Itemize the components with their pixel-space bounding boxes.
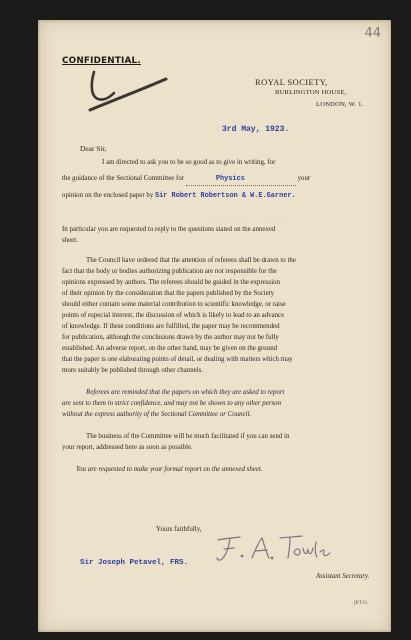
para4-line: Referees are reminded that the papers on which they are asked to report bbox=[86, 389, 285, 396]
para1-line1: I am directed to ask you to be so good as to give in writing, for bbox=[102, 159, 276, 166]
please-turn-over: [P.T.O. bbox=[354, 601, 368, 606]
pencil-mark-scribble bbox=[80, 66, 170, 112]
para5-line: your report, addressed here as soon as possible. bbox=[62, 444, 193, 451]
para3-line: that the paper is one elaborating points of detail, or dealing with matters which may bbox=[62, 356, 293, 363]
para3-line: for publication, although the conclusions drawn by the author may not be fully bbox=[62, 334, 279, 341]
para3-line: more suitably be published through other channels. bbox=[62, 367, 204, 374]
para5-line: The business of the Committee will be much facilitated if you can send in bbox=[86, 433, 290, 440]
faint-show-through-text: · · · · · · · · · bbox=[208, 216, 287, 223]
handwritten-signature bbox=[214, 532, 334, 564]
para1-line2 bbox=[62, 173, 310, 186]
para1-line2-pre: the guidance of the Sectional Committee for bbox=[62, 175, 185, 182]
committee-fill bbox=[186, 173, 296, 186]
para2-line1: In particular you are requested to reply to the questions stated on the annexed bbox=[62, 226, 276, 233]
closing: Yours faithfully, bbox=[156, 525, 202, 533]
organization-name: ROYAL SOCIETY, bbox=[255, 77, 328, 87]
letter-date: 3rd May, 1923. bbox=[222, 125, 290, 134]
folio-number: 44 bbox=[364, 26, 381, 41]
para3-line: of knowledge. If these conditions are fulfilled, the paper may be recommended bbox=[62, 323, 280, 330]
committee-name: Physics bbox=[215, 175, 245, 183]
letter-sheet bbox=[38, 20, 391, 632]
para3-line: established. An adverse report, on the other hand, may be given on the ground bbox=[62, 345, 278, 352]
para1-line3 bbox=[62, 190, 296, 202]
addressee: Sir Joseph Petavel, FRS. bbox=[80, 559, 189, 567]
signatory-title: Assistant Secretary. bbox=[316, 573, 370, 580]
para3-line: points of especial interest, the discussion of which is likely to lead to an advance bbox=[62, 312, 285, 319]
para1-line2-post: your bbox=[297, 175, 311, 182]
para4-line: without the express authority of the Sectional Committee or Council. bbox=[62, 411, 252, 418]
para3-line: fact that the body or bodies authorizing publication are not responsible for the bbox=[62, 268, 277, 275]
para1-line3-pre: opinion on the enclosed paper by bbox=[62, 192, 154, 199]
confidential-heading: CONFIDENTIAL. bbox=[62, 56, 141, 66]
para3-line: of their opinion by the consideration that the papers published by the Society bbox=[62, 290, 275, 297]
para4-line: are sent to them in strict confidence, and may not be shown to any other person bbox=[62, 400, 282, 407]
salutation: Dear Sir, bbox=[80, 144, 107, 153]
formal-report-note: You are requested to make your formal report on the annexed sheet. bbox=[76, 466, 263, 473]
para3-line: The Council have ordered that the attention of referees shall be drawn to the bbox=[86, 257, 296, 264]
para3-line: should either contain some material contribution to scientific knowledge, or raise bbox=[62, 301, 286, 308]
para2-line2: sheet. bbox=[62, 237, 78, 244]
address-line-2: LONDON, W. 1. bbox=[316, 101, 364, 108]
address-line-1: BURLINGTON HOUSE, bbox=[275, 89, 347, 96]
para3-line: opinions expressed by authors. The referees should be guided in the expression bbox=[62, 279, 281, 286]
paper-authors: Sir Robert Robertson & W.E.Garner. bbox=[155, 192, 296, 200]
